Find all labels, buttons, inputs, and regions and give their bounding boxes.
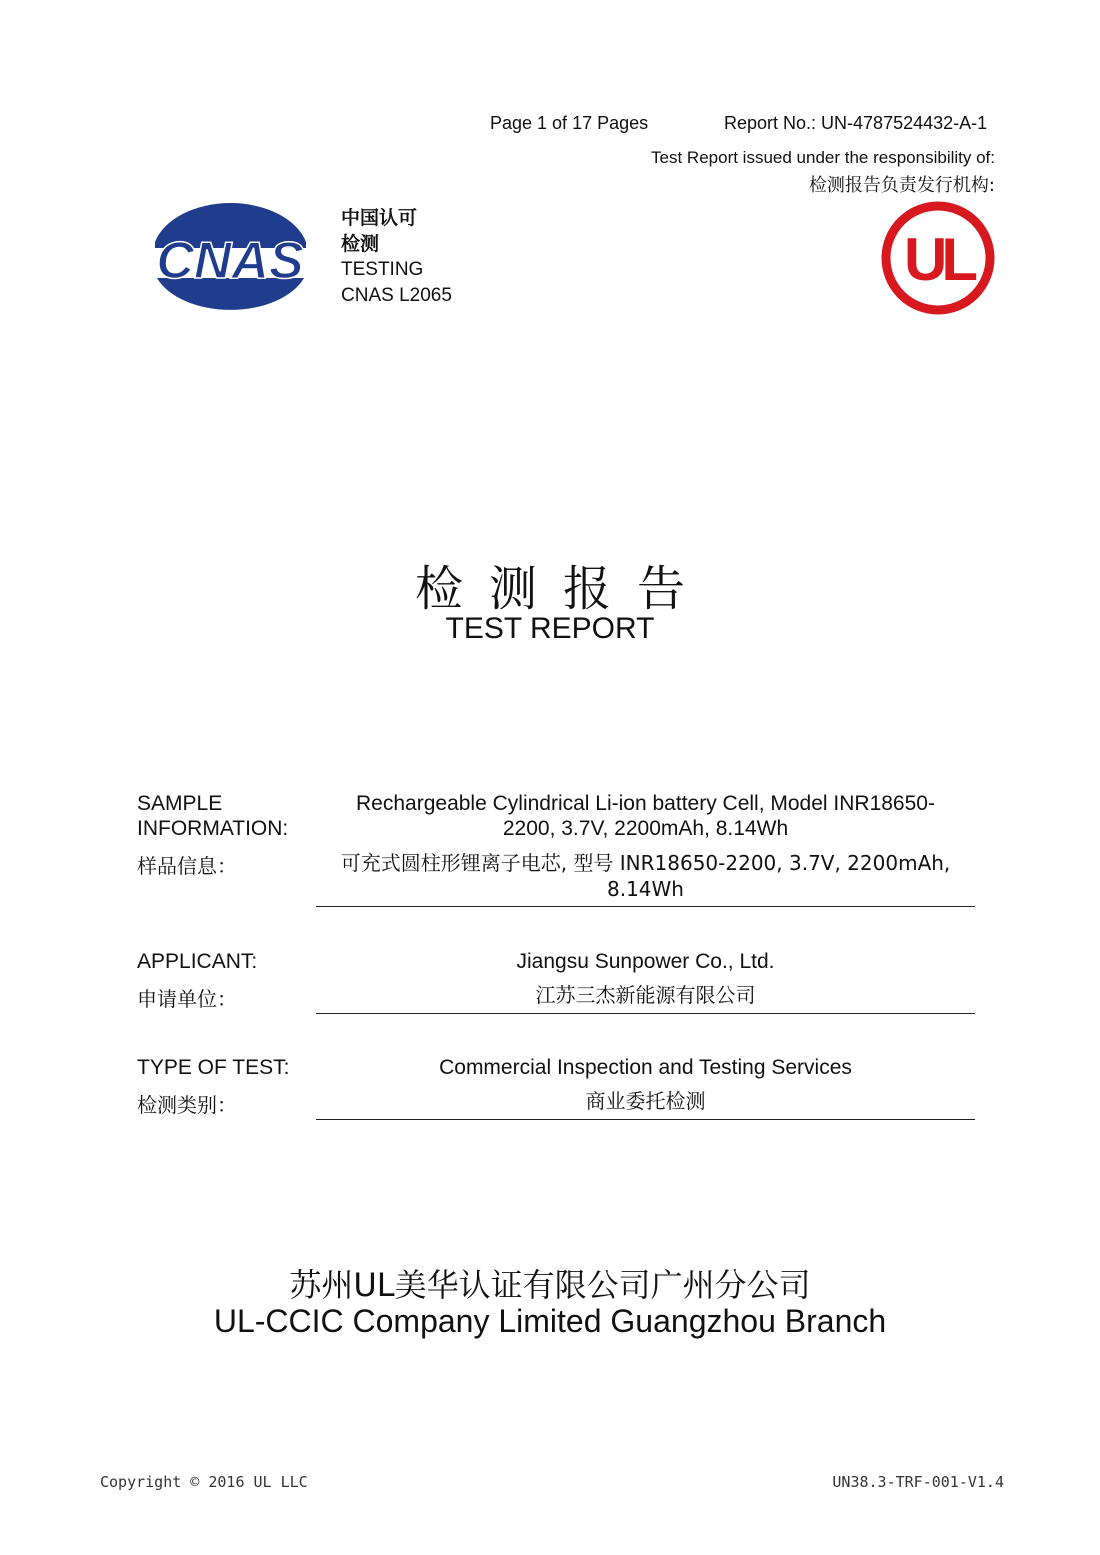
sample-label-line-1: SAMPLE — [137, 792, 223, 815]
title-en: TEST REPORT — [445, 612, 655, 645]
cnas-line-4: CNAS L2065 — [341, 285, 452, 306]
copyright-notice: Copyright © 2016 UL LLC — [100, 1473, 308, 1491]
applicant-value-en: Jiangsu Sunpower Co., Ltd. — [516, 950, 775, 973]
ul-logo-text: UL — [904, 226, 972, 293]
applicant-label-cn: 申请单位： — [137, 987, 237, 1011]
applicant-value-cn: 江苏三杰新能源有限公司 — [535, 983, 756, 1007]
cnas-line-2: 检测 — [341, 233, 380, 255]
sample-value-cn — [316, 850, 975, 902]
sample-label-cn: 样品信息： — [137, 854, 237, 878]
sample-divider — [316, 906, 975, 907]
test-type-label-en: TYPE OF TEST: — [137, 1056, 290, 1079]
test-type-divider — [316, 1119, 975, 1120]
issued-statement-cn: 检测报告负责发行机构: — [808, 175, 995, 196]
title-cn: 检测报告 — [414, 561, 711, 617]
test-type-label-cn: 检测类别： — [137, 1093, 237, 1117]
company-name-en: UL-CCIC Company Limited Guangzhou Branch — [213, 1303, 887, 1339]
applicant-divider — [316, 1013, 975, 1014]
test-type-value-cn: 商业委托检测 — [585, 1089, 706, 1113]
cnas-accreditation-text — [341, 205, 452, 309]
test-type-value-en: Commercial Inspection and Testing Services — [439, 1056, 852, 1079]
sample-label-en — [137, 791, 288, 841]
cnas-logo-graphic — [143, 192, 318, 322]
applicant-label-en: APPLICANT: — [137, 950, 258, 973]
sample-value-cn-line-1: 可充式圆柱形锂离子电芯, 型号 INR18650-2200, 3.7V, 2200mAh, — [340, 851, 951, 875]
ul-logo-graphic — [880, 200, 996, 316]
sample-value-cn-line-2: 8.14Wh — [607, 877, 684, 901]
report-number: Report No.: UN-4787524432-A-1 — [724, 113, 988, 133]
sample-value-en — [316, 791, 975, 841]
sample-label-line-2: INFORMATION: — [137, 817, 289, 840]
form-code: UN38.3-TRF-001-V1.4 — [832, 1473, 1004, 1491]
issued-statement-en: Test Report issued under the responsibility of: — [651, 148, 995, 167]
company-name-cn: 苏州UL美华认证有限公司广州分公司 — [289, 1266, 811, 1304]
cnas-line-3: TESTING — [341, 259, 424, 280]
sample-value-line-2: 2200, 3.7V, 2200mAh, 8.14Wh — [502, 817, 789, 840]
sample-value-line-1: Rechargeable Cylindrical Li-ion battery Cell, Model INR18650- — [356, 792, 935, 815]
cnas-logo-text: CNAS — [156, 232, 304, 290]
cnas-line-1: 中国认可 — [341, 207, 418, 229]
ul-logo — [880, 200, 996, 316]
page-number: Page 1 of 17 Pages — [490, 113, 649, 133]
cnas-logo — [143, 192, 318, 322]
